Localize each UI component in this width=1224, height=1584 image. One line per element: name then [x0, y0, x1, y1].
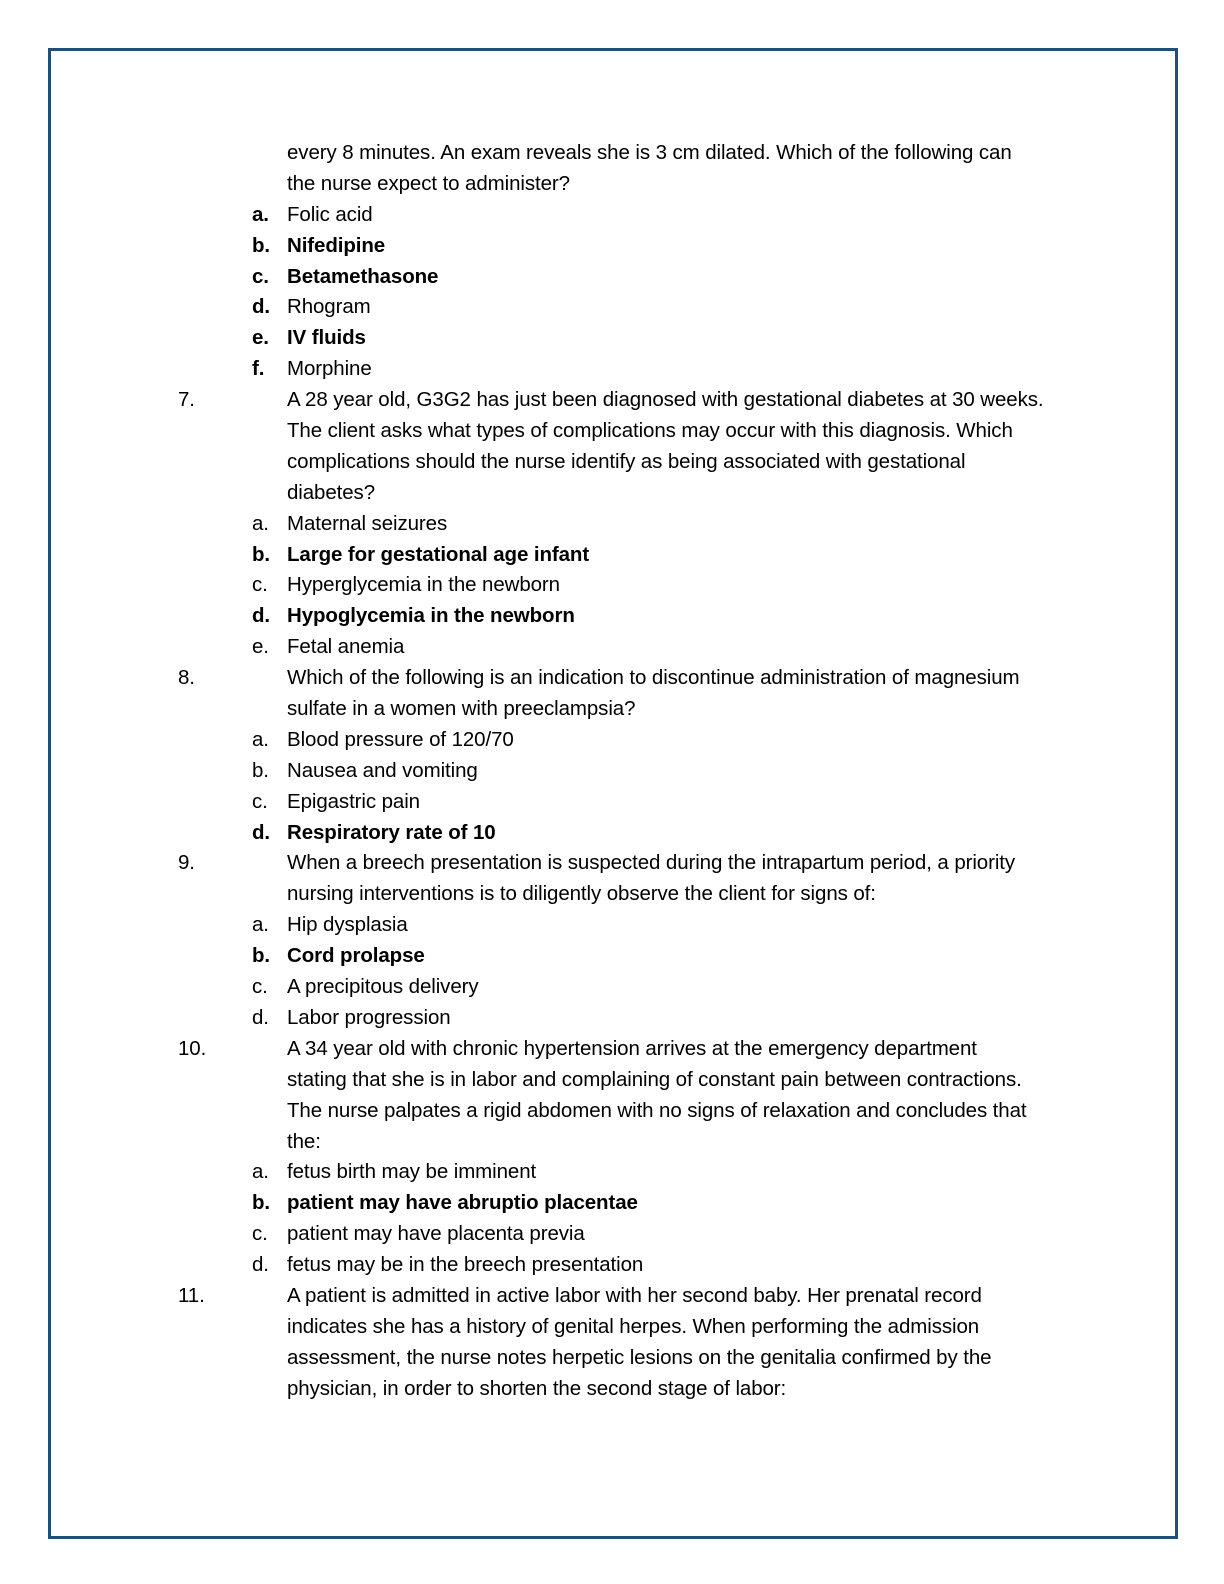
option-letter: c. — [252, 264, 269, 288]
question-prompt-line — [0, 1374, 1224, 1405]
option-letter: d. — [252, 295, 271, 319]
question-number: 11. — [178, 1283, 205, 1307]
question-number: 9. — [178, 851, 195, 875]
question-prompt-line — [0, 848, 1224, 879]
answer-option — [0, 941, 1224, 972]
option-text: Fetal anemia — [287, 635, 405, 659]
option-text: Labor progression — [287, 1005, 451, 1029]
option-text: A precipitous delivery — [287, 975, 479, 999]
option-letter: b. — [252, 944, 271, 968]
question-prompt-line — [0, 416, 1224, 447]
option-letter: b. — [252, 1191, 271, 1215]
question-prompt-text: the nurse expect to administer? — [287, 171, 570, 195]
question-prompt-text: When a breech presentation is suspected during the intrapartum period, a priority — [287, 851, 1016, 875]
option-text: Nifedipine — [287, 233, 386, 257]
answer-option — [0, 1250, 1224, 1281]
option-text: patient may have abruptio placentae — [287, 1191, 638, 1215]
question-prompt-text: sulfate in a women with preeclampsia? — [287, 697, 636, 721]
option-letter: f. — [252, 357, 265, 381]
question-prompt-text: Which of the following is an indication to discontinue administration of magnesium — [287, 666, 1020, 690]
option-letter: b. — [252, 233, 271, 257]
answer-option — [0, 231, 1224, 262]
question-block — [0, 1034, 1224, 1281]
question-block — [0, 1281, 1224, 1405]
option-text: Maternal seizures — [287, 511, 448, 535]
answer-option — [0, 323, 1224, 354]
question-prompt-line — [0, 879, 1224, 910]
option-text: Nausea and vomiting — [287, 758, 478, 782]
question-prompt-line — [0, 169, 1224, 200]
question-prompt-text: A patient is admitted in active labor with her second baby. Her prenatal record — [287, 1283, 982, 1307]
option-letter: b. — [252, 758, 269, 782]
question-prompt-text: every 8 minutes. An exam reveals she is 3 cm dilated. Which of the following can — [287, 141, 1012, 164]
option-text: Blood pressure of 120/70 — [287, 727, 514, 751]
answer-option — [0, 632, 1224, 663]
question-prompt-line — [0, 663, 1224, 694]
question-prompt-line — [0, 447, 1224, 478]
option-text: fetus may be in the breech presentation — [287, 1253, 644, 1277]
option-letter: c. — [252, 975, 268, 999]
answer-option — [0, 292, 1224, 323]
question-prompt-line — [0, 385, 1224, 416]
option-letter: d. — [252, 820, 271, 844]
question-prompt-line — [0, 1034, 1224, 1065]
question-prompt-line — [0, 478, 1224, 509]
option-letter: a. — [252, 727, 269, 751]
option-letter: d. — [252, 1253, 269, 1277]
answer-option — [0, 570, 1224, 601]
question-prompt-line — [0, 1343, 1224, 1374]
question-prompt-text: nursing interventions is to diligently observe the client for signs of: — [287, 882, 876, 906]
option-text: Morphine — [287, 357, 372, 381]
question-prompt-text: the: — [287, 1129, 321, 1153]
question-prompt-text: complications should the nurse identify as being associated with gestational — [287, 449, 966, 473]
question-prompt-text: diabetes? — [287, 480, 376, 504]
option-text: Folic acid — [287, 202, 373, 226]
option-letter: a. — [252, 511, 269, 535]
option-text: IV fluids — [287, 326, 366, 350]
option-letter: a. — [252, 913, 269, 937]
question-prompt-line — [0, 138, 1224, 169]
answer-option — [0, 756, 1224, 787]
option-text: Respiratory rate of 10 — [287, 820, 496, 844]
answer-option — [0, 1188, 1224, 1219]
question-prompt-text: indicates she has a history of genital herpes. When performing the admission — [287, 1314, 980, 1338]
answer-option — [0, 1219, 1224, 1250]
option-text: Betamethasone — [287, 264, 439, 288]
question-prompt-text: assessment, the nurse notes herpetic lesions on the genitalia confirmed by the — [287, 1345, 992, 1369]
question-block — [0, 138, 1224, 385]
questions-list — [0, 138, 1224, 1405]
answer-option — [0, 725, 1224, 756]
answer-option — [0, 787, 1224, 818]
option-text: fetus birth may be imminent — [287, 1160, 537, 1184]
answer-option — [0, 910, 1224, 941]
option-text: Large for gestational age infant — [287, 542, 590, 566]
question-number: 8. — [178, 666, 195, 690]
answer-option — [0, 509, 1224, 540]
question-prompt-line — [0, 1281, 1224, 1312]
answer-option — [0, 818, 1224, 849]
question-number: 7. — [178, 388, 195, 412]
option-letter: b. — [252, 542, 271, 566]
answer-option — [0, 972, 1224, 1003]
question-prompt-text: The nurse palpates a rigid abdomen with no signs of relaxation and concludes that — [287, 1098, 1027, 1122]
option-text: Epigastric pain — [287, 789, 420, 813]
question-prompt-text: stating that she is in labor and complaining of constant pain between contractions. — [287, 1067, 1022, 1091]
option-text: Cord prolapse — [287, 944, 425, 968]
question-prompt-text: A 34 year old with chronic hypertension arrives at the emergency department — [287, 1036, 977, 1060]
option-letter: c. — [252, 573, 268, 597]
question-prompt-line — [0, 1096, 1224, 1127]
option-letter: c. — [252, 789, 268, 813]
option-text: Hip dysplasia — [287, 913, 408, 937]
answer-option — [0, 540, 1224, 571]
answer-option — [0, 1003, 1224, 1034]
option-text: Rhogram — [287, 295, 371, 319]
option-text: Hyperglycemia in the newborn — [287, 573, 560, 597]
option-letter: e. — [252, 326, 269, 350]
option-letter: a. — [252, 1160, 269, 1184]
option-letter: a. — [252, 202, 269, 226]
question-prompt-line — [0, 1312, 1224, 1343]
question-prompt-text: physician, in order to shorten the second stage of labor: — [287, 1376, 787, 1400]
question-prompt-text: The client asks what types of complications may occur with this diagnosis. Which — [287, 419, 1013, 443]
answer-option — [0, 601, 1224, 632]
question-prompt-line — [0, 694, 1224, 725]
question-prompt-line — [0, 1065, 1224, 1096]
option-letter: e. — [252, 635, 269, 659]
option-text: patient may have placenta previa — [287, 1222, 585, 1246]
option-letter: c. — [252, 1222, 268, 1246]
option-letter: d. — [252, 1005, 269, 1029]
question-block — [0, 848, 1224, 1033]
answer-option — [0, 1157, 1224, 1188]
option-text: Hypoglycemia in the newborn — [287, 604, 575, 628]
question-number: 10. — [178, 1036, 207, 1060]
question-prompt-text: A 28 year old, G3G2 has just been diagnosed with gestational diabetes at 30 weeks. — [287, 388, 1044, 412]
question-block — [0, 663, 1224, 848]
answer-option — [0, 262, 1224, 293]
option-letter: d. — [252, 604, 271, 628]
question-prompt-line — [0, 1127, 1224, 1158]
answer-option — [0, 200, 1224, 231]
answer-option — [0, 354, 1224, 385]
question-block — [0, 385, 1224, 663]
